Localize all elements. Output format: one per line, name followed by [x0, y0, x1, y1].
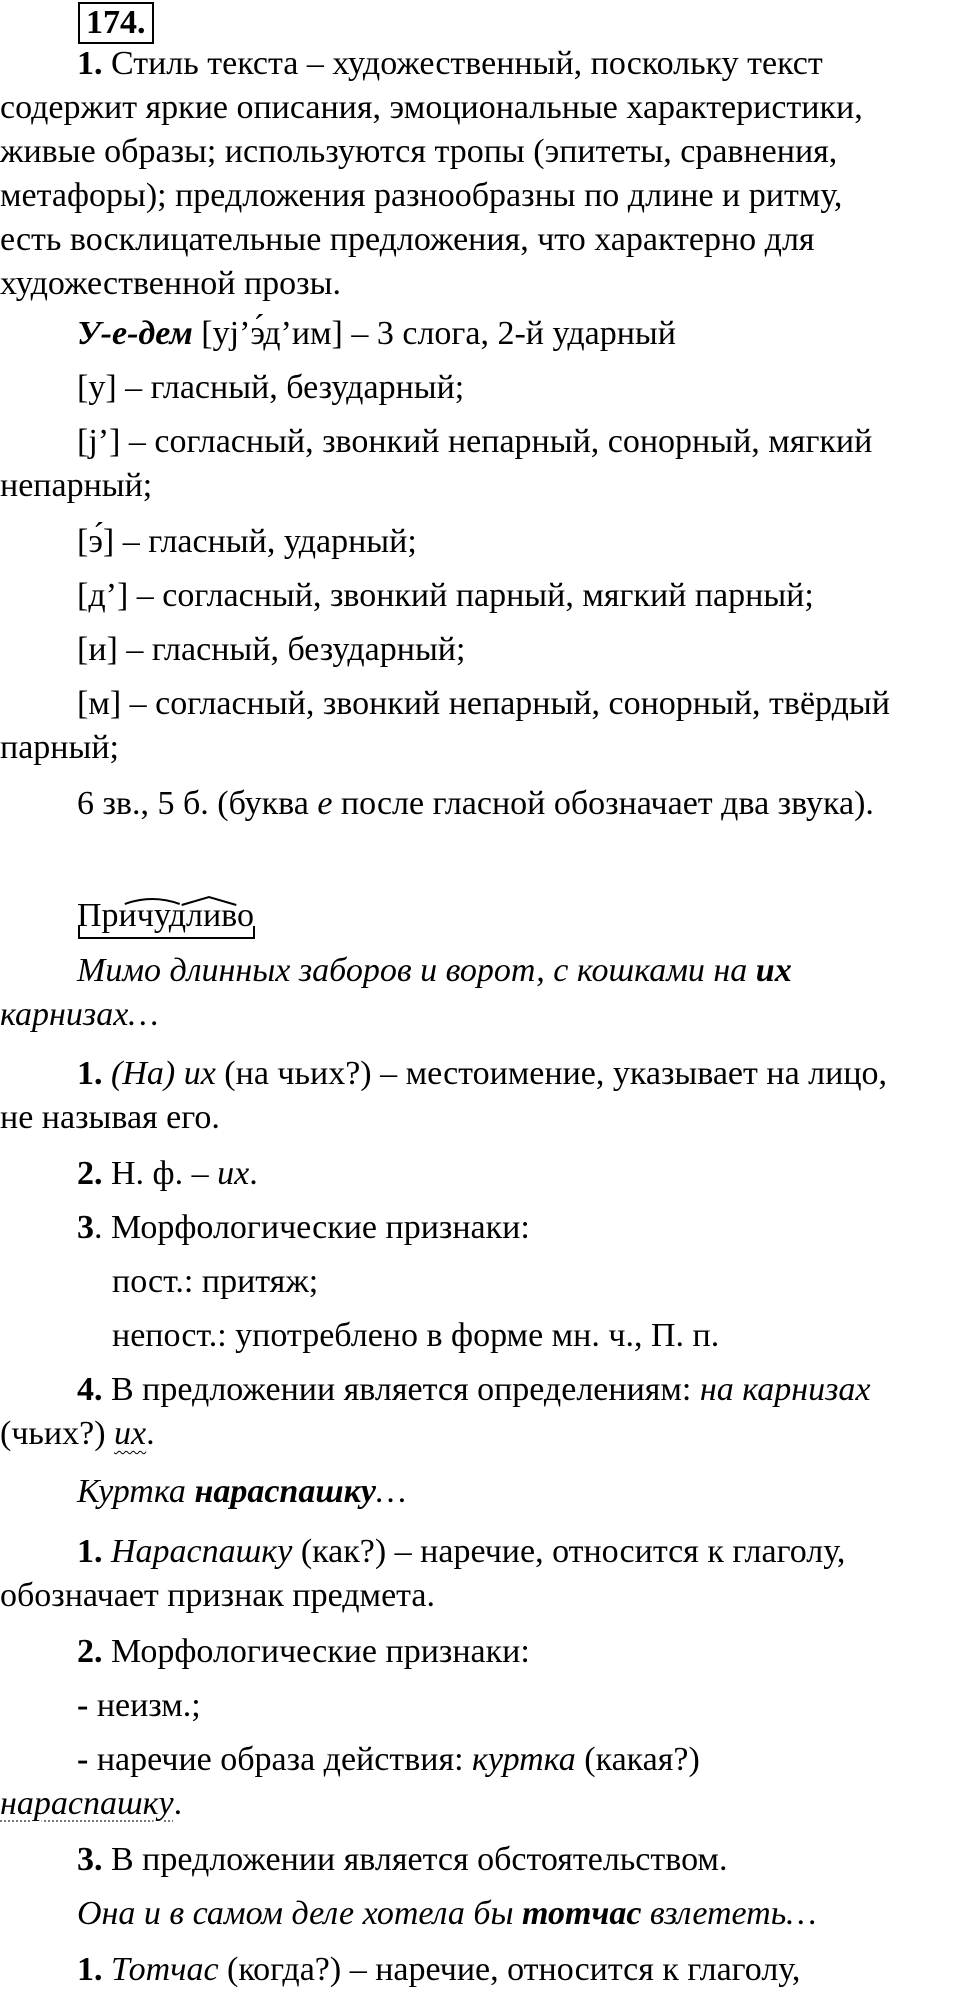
text-line	[77, 314, 676, 354]
text-fragment: (На) их	[111, 1055, 216, 1092]
text-line	[77, 368, 464, 408]
text-fragment	[103, 1533, 112, 1570]
text-line	[77, 1532, 845, 1572]
text-fragment: 1.	[77, 45, 103, 82]
text-line	[77, 522, 417, 562]
text-line	[0, 1098, 220, 1138]
text-line	[112, 1262, 318, 1302]
text-line	[77, 951, 792, 991]
text-fragment: 2.	[77, 1633, 103, 1670]
text-line	[77, 576, 814, 616]
text-fragment: их	[114, 1415, 147, 1452]
text-fragment: нараспашку	[0, 1785, 174, 1822]
text-fragment: карнизах…	[0, 996, 159, 1033]
text-fragment: Нараспашку	[111, 1533, 293, 1570]
text-line	[77, 1154, 258, 1194]
text-fragment: -	[77, 1741, 89, 1778]
text-fragment: (какая?)	[575, 1741, 700, 1778]
text-fragment: (как?) – наречие, относится к глаголу,	[292, 1533, 846, 1570]
text-fragment: взлететь…	[641, 1895, 817, 1932]
text-fragment: [у] – гласный, безударный;	[77, 369, 465, 406]
text-fragment: У-е-дем	[77, 315, 193, 352]
text-line	[0, 995, 159, 1035]
text-fragment: не называя его.	[0, 1099, 220, 1136]
text-line	[0, 132, 837, 172]
text-line	[77, 684, 890, 724]
text-fragment: [э́] – гласный, ударный;	[77, 523, 417, 560]
text-line	[0, 1576, 435, 1616]
text-fragment: куртка	[472, 1741, 576, 1778]
text-fragment: метафоры); предложения разнообразны по длине и ритму,	[0, 177, 843, 214]
text-fragment: (на чьих?) – местоимение, указывает на лицо,	[215, 1055, 888, 1092]
text-line	[77, 1840, 727, 1880]
text-fragment: .	[173, 1785, 183, 1822]
text-fragment: [уj’э́д’им] – 3 слога, 2-й ударный	[192, 315, 676, 352]
text-fragment: их	[755, 952, 792, 989]
text-line	[77, 1054, 887, 1094]
text-line	[77, 44, 823, 84]
text-fragment: [м] – согласный, звонкий непарный, сонорный, твёрдый	[77, 685, 890, 722]
text-line	[77, 784, 874, 824]
text-line	[77, 1472, 406, 1512]
exercise-number: 174.	[78, 2, 154, 44]
text-fragment: живые образы; используются тропы (эпитеты, сравнения,	[0, 133, 838, 170]
text-fragment: тотчас	[522, 1895, 642, 1932]
text-line	[0, 88, 863, 128]
morpheme-analysis	[77, 896, 254, 940]
text-fragment: содержит яркие описания, эмоциональные характеристики,	[0, 89, 863, 126]
text-fragment: В предложении является определениям:	[102, 1371, 700, 1408]
text-fragment: Тотчас	[111, 1951, 219, 1988]
base-bracket-mark	[79, 926, 254, 938]
text-fragment: 1.	[77, 1533, 103, 1570]
text-fragment: [д’] – согласный, звонкий парный, мягкий парный;	[77, 577, 814, 614]
text-line	[77, 422, 872, 462]
text-fragment: е	[317, 785, 333, 822]
text-fragment: Мимо длинных заборов и ворот, с кошками на	[77, 952, 756, 989]
text-fragment: (когда?) – наречие, относится к глаголу,	[218, 1951, 801, 1988]
text-fragment: художественной прозы.	[0, 265, 341, 302]
text-fragment: [и] – гласный, безударный;	[77, 631, 466, 668]
text-fragment: 3.	[77, 1841, 103, 1878]
text-fragment: Она и в самом деле хотела бы	[77, 1895, 523, 1932]
text-fragment: Н. ф. –	[102, 1155, 218, 1192]
text-fragment: . Морфологические признаки:	[94, 1209, 530, 1246]
text-fragment: 1.	[77, 1055, 103, 1092]
morpheme-word: Причудливо	[77, 897, 254, 934]
text-fragment: на карнизах	[699, 1371, 871, 1408]
text-line	[77, 1686, 201, 1726]
suffix-caret-mark	[182, 897, 237, 905]
text-fragment: В предложении является обстоятельством.	[102, 1841, 728, 1878]
text-fragment: .	[146, 1415, 155, 1452]
text-line	[77, 1894, 816, 1934]
text-line	[0, 264, 341, 304]
text-line	[0, 220, 815, 260]
text-fragment: …	[375, 1473, 407, 1510]
text-fragment: обозначает признак предмета.	[0, 1577, 436, 1614]
text-fragment: их	[217, 1155, 250, 1192]
text-fragment: наречие образа действия:	[88, 1741, 473, 1778]
morpheme-marks	[77, 896, 260, 946]
text-line	[77, 1208, 530, 1248]
text-line	[0, 466, 152, 506]
text-fragment: 4.	[77, 1371, 103, 1408]
text-fragment: пост.: притяж;	[112, 1263, 319, 1300]
text-fragment: непарный;	[0, 467, 153, 504]
text-fragment: -	[77, 1687, 89, 1724]
text-fragment: 6 зв., 5 б. (буква	[77, 785, 318, 822]
text-line	[0, 1784, 182, 1824]
text-line	[77, 1740, 700, 1780]
text-line	[0, 176, 842, 216]
text-fragment: 1.	[77, 1951, 103, 1988]
text-fragment: непост.: употреблено в форме мн. ч., П. п.	[112, 1317, 720, 1354]
root-arc-mark	[125, 899, 180, 904]
text-fragment	[103, 1055, 112, 1092]
text-line	[77, 1632, 530, 1672]
text-fragment: .	[249, 1155, 258, 1192]
text-fragment: 3	[77, 1209, 94, 1246]
text-line	[0, 1414, 155, 1454]
text-fragment: Стиль текста – художественный, поскольку текст	[102, 45, 823, 82]
text-fragment: [j’] – согласный, звонкий непарный, сонорный, мягкий	[77, 423, 873, 460]
text-fragment: после гласной обозначает два звука).	[332, 785, 874, 822]
text-fragment: есть восклицательные предложения, что характерно для	[0, 221, 815, 258]
text-fragment: парный;	[0, 729, 119, 766]
text-line	[77, 1950, 800, 1990]
text-fragment: Куртка	[77, 1473, 195, 1510]
text-fragment: неизм.;	[88, 1687, 201, 1724]
text-line	[112, 1316, 719, 1356]
text-fragment: (чьих?)	[0, 1415, 115, 1452]
text-fragment: 2.	[77, 1155, 103, 1192]
text-line	[77, 630, 465, 670]
text-line	[77, 1370, 871, 1410]
text-fragment: нараспашку	[194, 1473, 376, 1510]
text-fragment	[103, 1951, 112, 1988]
text-line	[0, 728, 119, 768]
text-fragment: Морфологические признаки:	[102, 1633, 530, 1670]
